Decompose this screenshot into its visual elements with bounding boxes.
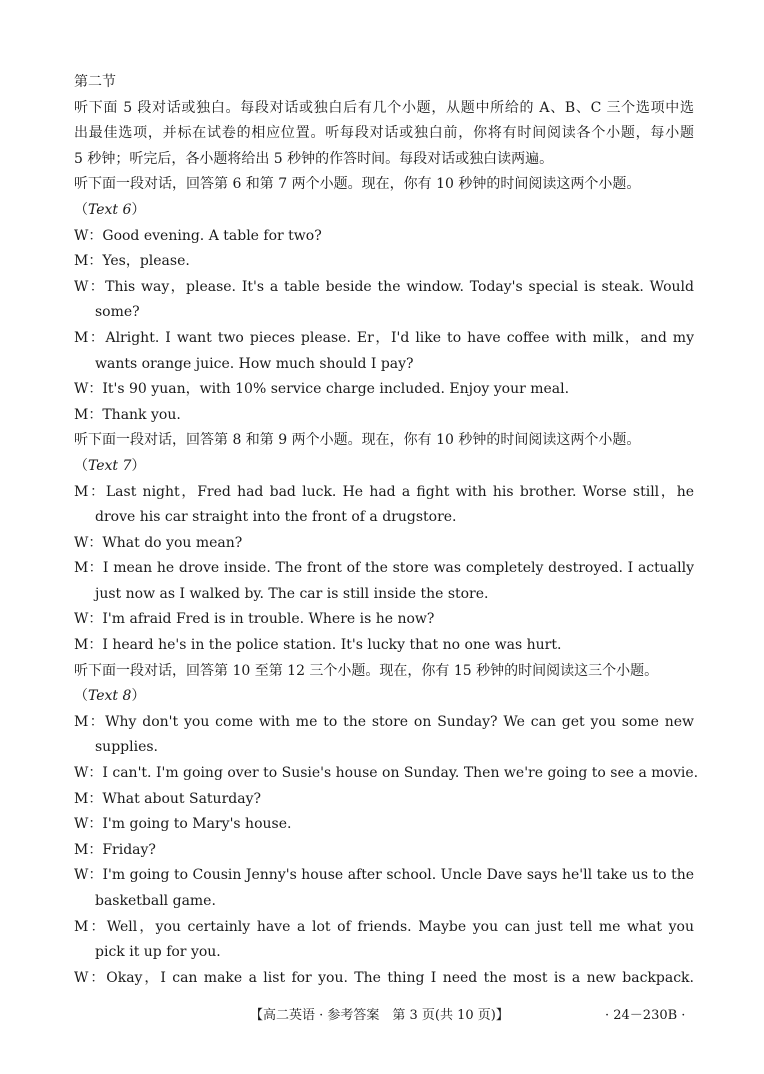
label-close: ） <box>131 688 146 705</box>
dialogue-line: M：I heard he's in the police station. It's lucky that no one was hurt. <box>74 637 562 654</box>
answer-page-body <box>74 70 699 991</box>
dialogue-line: W：Okay，I can make a list for you. The thing I need the most is a new backpack. <box>74 969 694 986</box>
text-label <box>74 198 694 224</box>
dialogue-line-continuation: pick it up for you. <box>95 944 221 961</box>
dialogue-line-continuation: basketball game. <box>95 893 216 909</box>
section-instructions <box>74 96 694 173</box>
dialogue-line-continuation: some? <box>95 304 140 321</box>
listening-text-7 <box>74 428 694 658</box>
instruction-line: 5 秒钟；听完后，各小题将给出 5 秒钟的作答时间。每段对话或独白读两遍。 <box>74 150 554 167</box>
text-label <box>74 454 694 480</box>
dialogue-line: M：What about Saturday? <box>74 790 261 807</box>
footer-code: · 24－230B · <box>605 1008 686 1023</box>
label-open: （ <box>74 201 88 218</box>
listening-text-6 <box>74 172 694 428</box>
text-label <box>74 684 694 710</box>
dialogue-line: W：I'm going to Mary's house. <box>74 816 292 833</box>
dialogue-line-continuation: just now as I walked by. The car is still inside the store. <box>95 585 489 602</box>
text-intro: 听下面一段对话，回答第 8 和第 9 两个小题。现在，你有 10 秒钟的时间阅读这两个小题。 <box>74 432 641 449</box>
dialogue-line: M：Why don't you come with me to the store on Sunday? We can get you some new <box>74 713 694 730</box>
label-name: Text 7 <box>88 457 132 474</box>
label-name: Text 6 <box>88 201 132 218</box>
label-close: ） <box>131 201 146 218</box>
dialogue-line: M：Well，you certainly have a lot of friends. Maybe you can just tell me what you <box>74 918 694 935</box>
dialogue-line: W：Good evening. A table for two? <box>74 227 322 244</box>
dialogue-line: W：It's 90 yuan，with 10% service charge included. Enjoy your meal. <box>74 381 570 398</box>
dialogue-line: M：I mean he drove inside. The front of the store was completely destroyed. I actually <box>74 560 694 577</box>
instruction-line: 听下面 5 段对话或独白。每段对话或独白后有几个小题，从题中所给的 A、B、C 三个选项中选 <box>74 99 694 116</box>
label-close: ） <box>131 457 146 474</box>
dialogue-line: W：This way，please. It's a table beside the window. Today's special is steak. Would <box>74 278 694 295</box>
dialogue-line: M：Thank you. <box>74 406 181 423</box>
dialogue-line-continuation: supplies. <box>95 739 158 756</box>
label-open: （ <box>74 457 88 474</box>
dialogue-line: W：I'm going to Cousin Jenny's house after school. Uncle Dave says he'll take us to the <box>74 867 694 884</box>
text-intro: 听下面一段对话，回答第 6 和第 7 两个小题。现在，你有 10 秒钟的时间阅读这两个小题。 <box>74 176 641 193</box>
label-open: （ <box>74 688 88 705</box>
dialogue-line: W：I can't. I'm going over to Susie's house on Sunday. Then we're going to see a movie. <box>74 765 699 782</box>
page-footer <box>0 1005 764 1027</box>
text-intro: 听下面一段对话，回答第 10 至第 12 三个小题。现在，你有 15 秒钟的时间阅读这三个小题。 <box>74 662 659 679</box>
section-title: 第二节 <box>74 74 116 90</box>
dialogue-line-continuation: drove his car straight into the front of a drugstore. <box>95 509 457 526</box>
listening-text-8 <box>74 659 699 992</box>
dialogue-line: M：Last night，Fred had bad luck. He had a fight with his brother. Worse still，he <box>74 483 694 500</box>
footer-page-info: 【高二英语 · 参考答案 第 3 页(共 10 页)】 <box>250 1008 509 1023</box>
dialogue-line: W：I'm afraid Fred is in trouble. Where is he now? <box>74 611 435 628</box>
label-name: Text 8 <box>88 688 132 705</box>
instruction-line: 出最佳选项，并标在试卷的相应位置。听每段对话或独白前，你将有时间阅读各个小题，每小题 <box>74 125 694 142</box>
dialogue-line: M：Alright. I want two pieces please. Er，I'd like to have coffee with milk，and my <box>74 329 694 346</box>
dialogue-line-continuation: wants orange juice. How much should I pay? <box>95 355 414 372</box>
dialogue-line: M：Yes，please. <box>74 253 190 270</box>
dialogue-line: M：Friday? <box>74 841 156 858</box>
dialogue-line: W：What do you mean? <box>74 534 243 551</box>
